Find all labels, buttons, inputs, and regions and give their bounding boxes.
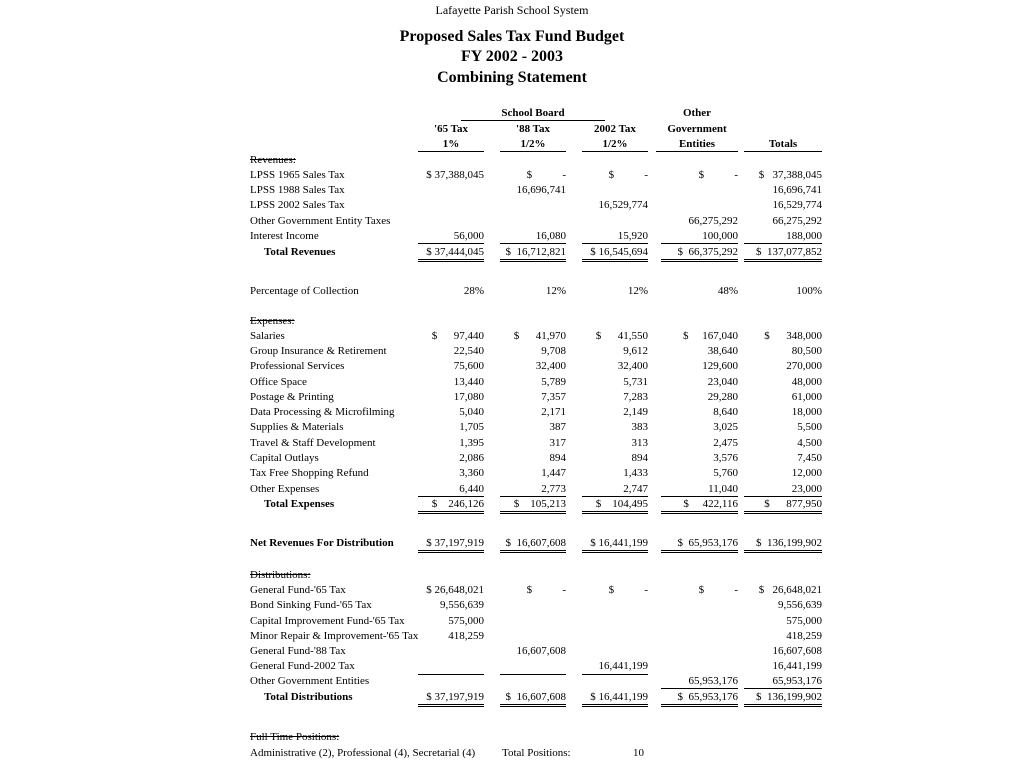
report-title: Proposed Sales Tax Fund Budget bbox=[399, 28, 625, 45]
col-2002-tax-cell: 7,283 bbox=[623, 391, 648, 403]
row-label: General Fund-'65 Tax bbox=[250, 584, 346, 596]
col-2002-tax-cell: 383 bbox=[631, 421, 648, 433]
col-2002-tax-cell: 894 bbox=[631, 452, 648, 464]
row-label: Total Expenses bbox=[264, 498, 335, 510]
col-totals-cell: 23,000 bbox=[744, 482, 822, 497]
row-label: LPSS 1988 Sales Tax bbox=[250, 184, 345, 196]
col-65-tax-cell: 22,540 bbox=[453, 345, 484, 357]
col-88-tax-cell: $ 16,607,608 bbox=[500, 690, 566, 707]
col-2002-tax-cell: $ - bbox=[608, 169, 648, 181]
col-65-tax-cell: $ 37,197,919 bbox=[418, 690, 484, 707]
row-label: Other Government Entity Taxes bbox=[250, 215, 391, 227]
col-government-header: Government bbox=[667, 123, 727, 135]
col-88-tax-cell bbox=[500, 674, 566, 675]
col-entities-header: Entities bbox=[656, 137, 738, 152]
col-totals-cell: 16,529,774 bbox=[772, 199, 822, 211]
col-2002-tax-cell: 12% bbox=[627, 285, 648, 297]
col-65-tax-cell: 9,556,639 bbox=[440, 599, 484, 611]
col-88-tax-cell: 5,789 bbox=[541, 376, 566, 388]
col-totals-cell: 188,000 bbox=[744, 229, 822, 244]
col-88-tax-cell: 9,708 bbox=[541, 345, 566, 357]
row-label: LPSS 1965 Sales Tax bbox=[250, 169, 345, 181]
col-totals-cell: 575,000 bbox=[786, 615, 822, 627]
row-label: Bond Sinking Fund-'65 Tax bbox=[250, 599, 372, 611]
col-other-gov-cell: 48% bbox=[717, 285, 738, 297]
row-label: Percentage of Collection bbox=[250, 285, 359, 297]
col-totals-cell: 16,441,199 bbox=[772, 660, 822, 672]
row-label: General Fund-'88 Tax bbox=[250, 645, 346, 657]
col-2002-tax-cell: 9,612 bbox=[623, 345, 648, 357]
col-totals-cell: 5,500 bbox=[797, 421, 822, 433]
col-65-tax-cell: 17,080 bbox=[453, 391, 484, 403]
row-label: Total Revenues bbox=[264, 246, 336, 258]
col-totals-cell: 18,000 bbox=[791, 406, 822, 418]
col-totals-cell: $ 137,077,852 bbox=[744, 245, 822, 262]
col-other-gov-cell: 129,600 bbox=[702, 360, 738, 372]
col-88-tax-cell: 16,607,608 bbox=[516, 645, 566, 657]
section-expenses: Expenses: bbox=[250, 315, 295, 327]
col-other-gov-cell: 66,275,292 bbox=[688, 215, 738, 227]
col-2002-tax-header: 2002 Tax bbox=[594, 123, 636, 135]
col-2002-tax-cell: 16,441,199 bbox=[598, 660, 648, 672]
col-totals-cell: 418,259 bbox=[786, 630, 822, 642]
col-2002-tax-cell: 2,747 bbox=[582, 482, 648, 497]
col-2002-tax-cell: 5,731 bbox=[623, 376, 648, 388]
col-totals-cell: 12,000 bbox=[791, 467, 822, 479]
col-88-tax-cell: 7,357 bbox=[541, 391, 566, 403]
col-totals-cell: 16,696,741 bbox=[772, 184, 822, 196]
col-65-tax-cell: $ 246,126 bbox=[418, 497, 484, 514]
row-label: Other Government Entities bbox=[250, 675, 370, 687]
col-88-tax-cell: $ - bbox=[526, 584, 566, 596]
col-2002-tax-cell: $ 41,550 bbox=[595, 330, 648, 342]
col-other-gov-cell: 38,640 bbox=[707, 345, 738, 357]
col-totals-cell: 66,275,292 bbox=[772, 215, 822, 227]
col-88-tax-cell: 16,080 bbox=[500, 229, 566, 244]
col-2002-tax-cell: 313 bbox=[631, 437, 648, 449]
col-2002-tax-cell: 1,433 bbox=[623, 467, 648, 479]
col-other-gov-cell: 29,280 bbox=[707, 391, 738, 403]
positions-breakdown: Administrative (2), Professional (4), Secretarial (4) bbox=[250, 747, 476, 759]
col-88-tax-cell: 12% bbox=[545, 285, 566, 297]
col-88-tax-rate: 1/2% bbox=[500, 137, 566, 152]
col-totals-cell: 270,000 bbox=[786, 360, 822, 372]
row-label: Group Insurance & Retirement bbox=[250, 345, 387, 357]
col-2002-tax-cell: 16,529,774 bbox=[598, 199, 648, 211]
col-88-tax-cell: $ 16,607,608 bbox=[500, 536, 566, 553]
total-positions-label: Total Positions: bbox=[502, 747, 571, 759]
col-totals-header: Totals bbox=[744, 137, 822, 152]
row-label: Data Processing & Microfilming bbox=[250, 406, 395, 418]
col-65-tax-cell bbox=[418, 674, 484, 675]
col-totals-cell: 7,450 bbox=[797, 452, 822, 464]
col-totals-cell: $ 26,648,021 bbox=[758, 584, 822, 596]
col-2002-tax-cell: $ 104,495 bbox=[582, 497, 648, 514]
row-label: Tax Free Shopping Refund bbox=[250, 467, 369, 479]
row-label: Interest Income bbox=[250, 230, 319, 242]
report-subtitle: Combining Statement bbox=[437, 69, 587, 86]
col-other-gov-cell: 11,040 bbox=[661, 482, 738, 497]
col-2002-tax-cell: $ 16,441,199 bbox=[582, 536, 648, 553]
col-65-tax-rate: 1% bbox=[418, 137, 484, 152]
col-other-gov-cell: 65,953,176 bbox=[661, 674, 738, 689]
col-65-tax-cell: $ 37,197,919 bbox=[418, 536, 484, 553]
col-65-tax-cell: 1,705 bbox=[459, 421, 484, 433]
col-other-gov-cell: 8,640 bbox=[713, 406, 738, 418]
col-totals-cell: $ 136,199,902 bbox=[744, 690, 822, 707]
col-totals-cell: 61,000 bbox=[791, 391, 822, 403]
row-label: Capital Outlays bbox=[250, 452, 319, 464]
col-88-tax-cell: 2,171 bbox=[541, 406, 566, 418]
section-revenues: Revenues: bbox=[250, 154, 296, 166]
col-other-gov-cell: 2,475 bbox=[713, 437, 738, 449]
col-88-tax-cell: $ 105,213 bbox=[500, 497, 566, 514]
row-label: Professional Services bbox=[250, 360, 345, 372]
col-88-tax-cell: 1,447 bbox=[541, 467, 566, 479]
col-88-tax-cell: 387 bbox=[549, 421, 566, 433]
col-88-tax-cell: 2,773 bbox=[500, 482, 566, 497]
col-other-gov-cell: 5,760 bbox=[713, 467, 738, 479]
col-65-tax-cell: $ 26,648,021 bbox=[426, 584, 484, 596]
col-2002-tax-cell: $ 16,545,694 bbox=[582, 245, 648, 262]
section-distributions: Distributions: bbox=[250, 569, 311, 581]
col-totals-cell: $ 136,199,902 bbox=[744, 536, 822, 553]
col-88-tax-cell: $ 16,712,821 bbox=[500, 245, 566, 262]
col-65-tax-cell: 3,360 bbox=[459, 467, 484, 479]
col-totals-cell: 9,556,639 bbox=[778, 599, 822, 611]
col-65-tax-cell: 575,000 bbox=[448, 615, 484, 627]
col-88-tax-cell: $ 41,970 bbox=[513, 330, 566, 342]
col-other-gov-cell: $ 65,953,176 bbox=[661, 690, 738, 707]
col-65-tax-cell: $ 37,444,045 bbox=[418, 245, 484, 262]
col-65-tax-cell: 1,395 bbox=[459, 437, 484, 449]
col-2002-tax-cell bbox=[582, 674, 648, 675]
col-65-tax-cell: 418,259 bbox=[448, 630, 484, 642]
col-65-tax-cell: $ 97,440 bbox=[431, 330, 484, 342]
col-other-gov-cell: 3,576 bbox=[713, 452, 738, 464]
col-totals-cell: 65,953,176 bbox=[744, 674, 822, 689]
col-88-tax-cell: 317 bbox=[549, 437, 566, 449]
row-label: Salaries bbox=[250, 330, 285, 342]
col-other-gov-cell: $ - bbox=[698, 169, 738, 181]
col-other-gov-cell: $ 422,116 bbox=[661, 497, 738, 514]
col-totals-cell: $ 877,950 bbox=[744, 497, 822, 514]
col-65-tax-cell: 13,440 bbox=[453, 376, 484, 388]
col-other-gov-cell: 100,000 bbox=[661, 229, 738, 244]
col-65-tax-cell: 6,440 bbox=[418, 482, 484, 497]
col-65-tax-cell: $ 37,388,045 bbox=[426, 169, 484, 181]
row-label: Other Expenses bbox=[250, 483, 320, 495]
col-totals-cell: 16,607,608 bbox=[772, 645, 822, 657]
row-label: Net Revenues For Distribution bbox=[250, 537, 394, 549]
col-65-tax-cell: 75,600 bbox=[453, 360, 484, 372]
row-label: Office Space bbox=[250, 376, 307, 388]
col-2002-tax-cell: 2,149 bbox=[623, 406, 648, 418]
col-65-tax-cell: 28% bbox=[463, 285, 484, 297]
col-88-tax-header: '88 Tax bbox=[516, 123, 550, 135]
col-totals-cell: $ 37,388,045 bbox=[758, 169, 822, 181]
row-label: Capital Improvement Fund-'65 Tax bbox=[250, 615, 405, 627]
col-other-gov-cell: $ 66,375,292 bbox=[661, 245, 738, 262]
col-65-tax-cell: 56,000 bbox=[418, 229, 484, 244]
col-totals-cell: 80,500 bbox=[791, 345, 822, 357]
col-88-tax-cell: $ - bbox=[526, 169, 566, 181]
col-2002-tax-cell: 15,920 bbox=[582, 229, 648, 244]
col-88-tax-cell: 894 bbox=[549, 452, 566, 464]
col-totals-cell: 100% bbox=[796, 285, 822, 297]
col-65-tax-cell: 5,040 bbox=[459, 406, 484, 418]
col-88-tax-cell: 32,400 bbox=[535, 360, 566, 372]
col-65-tax-header: '65 Tax bbox=[434, 123, 468, 135]
other-header: Other bbox=[682, 107, 712, 119]
row-label: LPSS 2002 Sales Tax bbox=[250, 199, 345, 211]
col-other-gov-cell: 23,040 bbox=[707, 376, 738, 388]
row-label: Minor Repair & Improvement-'65 Tax bbox=[250, 630, 418, 642]
col-totals-cell: $ 348,000 bbox=[764, 330, 822, 342]
col-other-gov-cell: $ 65,953,176 bbox=[661, 536, 738, 553]
row-label: Total Distributions bbox=[264, 691, 353, 703]
col-other-gov-cell: 3,025 bbox=[713, 421, 738, 433]
col-totals-cell: 48,000 bbox=[791, 376, 822, 388]
col-other-gov-cell: $ 167,040 bbox=[683, 330, 738, 342]
col-65-tax-cell: 2,086 bbox=[459, 452, 484, 464]
row-label: Postage & Printing bbox=[250, 391, 334, 403]
total-positions-value: 10 bbox=[633, 747, 644, 759]
fiscal-year: FY 2002 - 2003 bbox=[460, 48, 564, 65]
organization-name: Lafayette Parish School System bbox=[435, 3, 589, 17]
col-totals-cell: 4,500 bbox=[797, 437, 822, 449]
col-2002-tax-cell: $ - bbox=[608, 584, 648, 596]
col-88-tax-cell: 16,696,741 bbox=[516, 184, 566, 196]
col-2002-tax-cell: 32,400 bbox=[617, 360, 648, 372]
col-other-gov-cell: $ - bbox=[698, 584, 738, 596]
col-2002-tax-rate: 1/2% bbox=[582, 137, 648, 152]
col-2002-tax-cell: $ 16,441,199 bbox=[582, 690, 648, 707]
row-label: Supplies & Materials bbox=[250, 421, 344, 433]
row-label: General Fund-2002 Tax bbox=[250, 660, 355, 672]
school-board-header: School Board bbox=[418, 106, 648, 121]
section-positions: Full Time Positions: bbox=[250, 731, 340, 743]
row-label: Travel & Staff Development bbox=[250, 437, 376, 449]
